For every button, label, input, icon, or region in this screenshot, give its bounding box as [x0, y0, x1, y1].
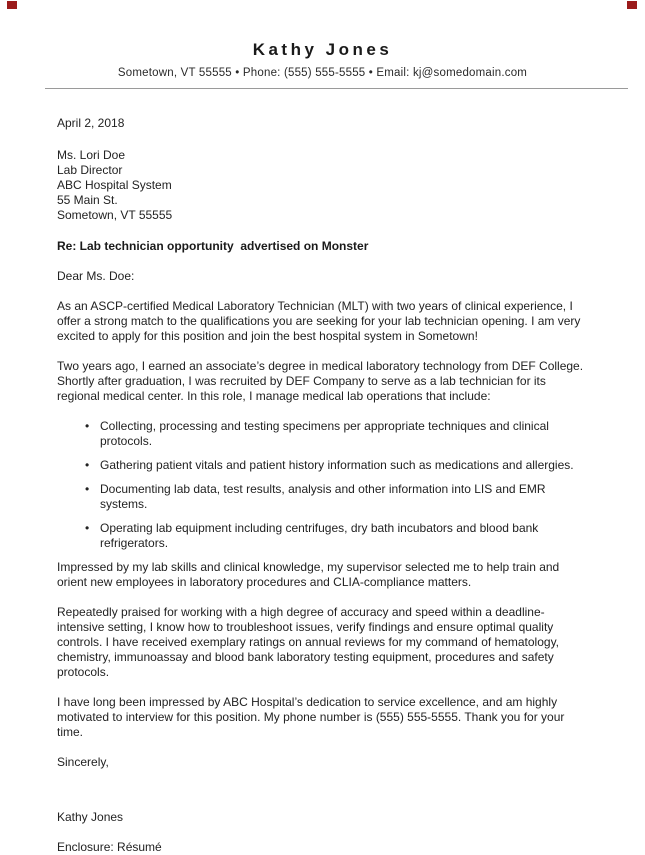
page-title: Kathy Jones [252, 40, 393, 59]
bullet-item: • Operating lab equipment including centrifuges, dry bath incubators and blood bank refrigerators. [100, 521, 590, 551]
subject-line: Re: Lab technician opportunity advertised on Monster [57, 239, 369, 253]
bullet-item: • Gathering patient vitals and patient history information such as medications and allergies. [100, 458, 590, 473]
body-paragraph-4: Repeatedly praised for working with a high degree of accuracy and speed within a deadline-intensive setting, I know how to troubleshoot issues, verify findings and ensure optimal quality controls. I have received exemplary ratings on annual reviews for my command of hematology, chemistry, immunoassay and blood bank laboratory testing equipment, procedures and safety protocols. [57, 605, 560, 679]
recipient-address [57, 148, 590, 223]
body-paragraph-3: Impressed by my lab skills and clinical knowledge, my supervisor selected me to help train and orient new employees in laboratory procedures and CLIA-compliance matters. [57, 560, 560, 589]
recipient-city: Sometown, VT 55555 [57, 208, 173, 222]
bullet-item: • Collecting, processing and testing specimens per appropriate techniques and clinical protocols. [100, 419, 590, 449]
recipient-company: ABC Hospital System [57, 178, 172, 192]
qualifications-list [57, 419, 590, 551]
body-paragraph-2: Two years ago, I earned an associate’s degree in medical laboratory technology from DEF College. Shortly after graduation, I was recruited by DEF Company to serve as a lab technician for its regional medical center. In this role, I manage medical lab operations that include: [57, 359, 584, 403]
body-paragraph-5: I have long been impressed by ABC Hospital’s dedication to service excellence, and am highly motivated to interview for this position. My phone number is (555) 555-5555. Thank you for your time. [57, 695, 565, 739]
recipient-title: Lab Director [57, 163, 123, 177]
recipient-street: 55 Main St. [57, 193, 118, 207]
letter-body [0, 89, 645, 855]
recipient-name: Ms. Lori Doe [57, 148, 126, 162]
red-corner-mark-left [7, 1, 17, 9]
contact-line: Sometown, VT 55555 • Phone: (555) 555-5555 • Email: kj@somedomain.com [117, 67, 528, 79]
signature-name: Kathy Jones [57, 810, 124, 824]
letterhead [0, 0, 645, 81]
closing: Sincerely, [57, 755, 109, 769]
salutation: Dear Ms. Doe: [57, 269, 135, 283]
enclosure-note: Enclosure: Résumé [57, 840, 162, 854]
body-paragraph-1: As an ASCP-certified Medical Laboratory Technician (MLT) with two years of clinical experience, I offer a strong match to the qualifications you are seeking for your lab technician opening. I am very excited to apply for this position and join the best hospital system in Sometown! [57, 299, 581, 343]
date-line: April 2, 2018 [57, 116, 125, 130]
red-corner-mark-right [627, 1, 637, 9]
bullet-item: • Documenting lab data, test results, analysis and other information into LIS and EMR systems. [100, 482, 590, 512]
